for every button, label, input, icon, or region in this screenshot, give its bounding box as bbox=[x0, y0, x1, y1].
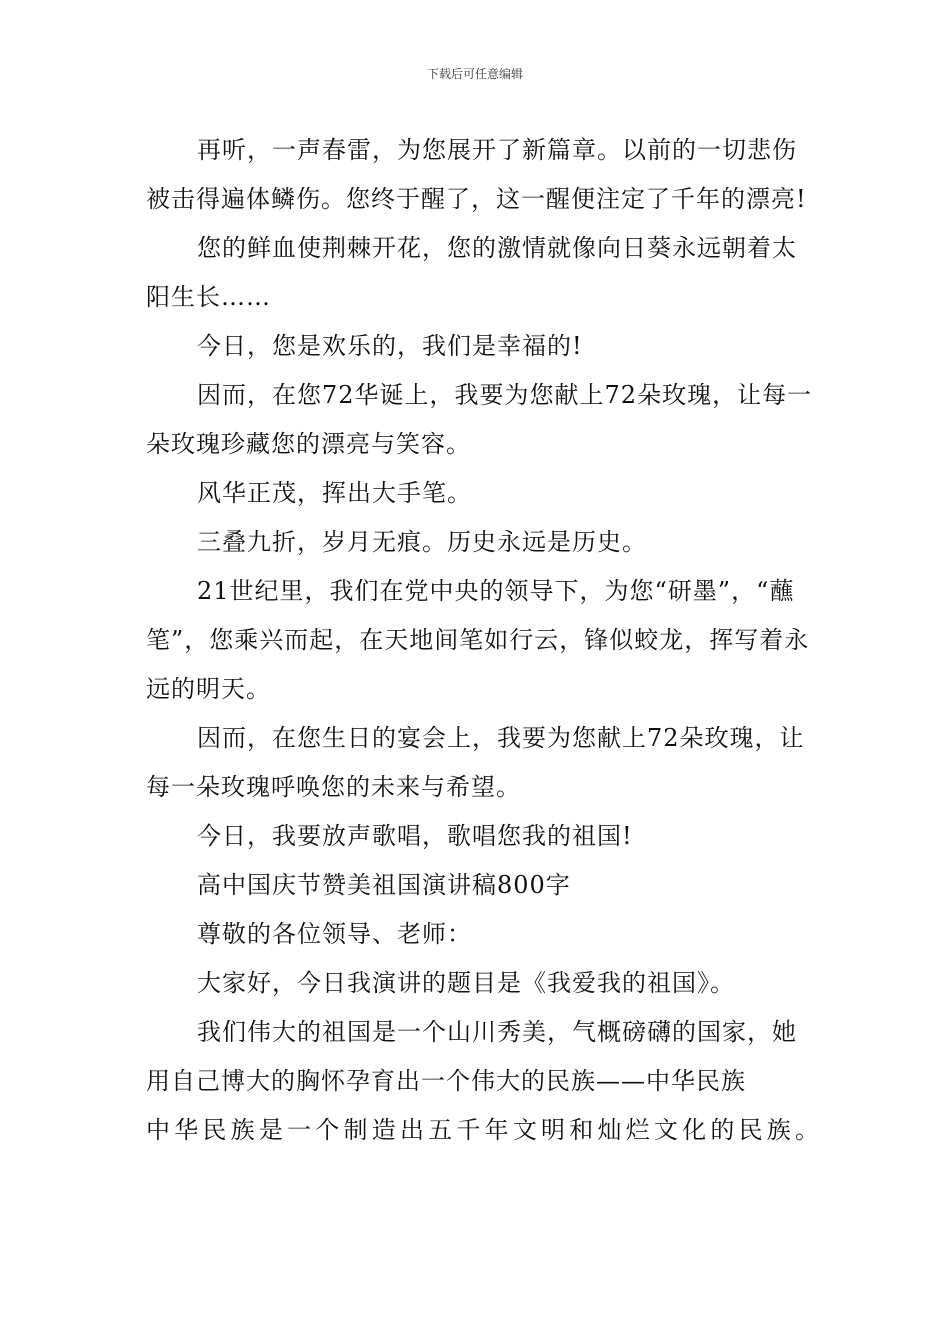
paragraph-birthday-banquet: 因而，在您生日的宴会上，我要为您献上72朵玫瑰，让每一朵玫瑰呼唤您的未来与希望。 bbox=[146, 724, 805, 801]
document-body bbox=[146, 126, 820, 1155]
paragraph-greeting: 尊敬的各位领导、老师： bbox=[197, 920, 472, 948]
paragraph-brush: 风华正茂，挥出大手笔。 bbox=[197, 479, 472, 507]
paragraph-chinese-nation: 中华民族是一个制造出五千年文明和灿烂文化的民族。 bbox=[146, 1116, 820, 1144]
paragraph-great-motherland: 我们伟大的祖国是一个山川秀美，气概磅礴的国家，她用自己博大的胸怀孕育出一个伟大的民族——中华民族 bbox=[146, 1018, 797, 1095]
paragraph-speech-title: 高中国庆节赞美祖国演讲稿800字 bbox=[197, 871, 571, 899]
page-header-note: 下载后可任意编辑 bbox=[426, 67, 523, 81]
paragraph-introduction: 大家好，今日我演讲的题目是《我爱我的祖国》。 bbox=[197, 969, 735, 997]
paragraph-today-happy: 今日，您是欢乐的，我们是幸福的! bbox=[197, 332, 583, 360]
paragraph-sunflower: 您的鲜血使荆棘开花，您的激情就像向日葵永远朝着太阳生长…… bbox=[146, 234, 797, 311]
paragraph-sing: 今日，我要放声歌唱，歌唱您我的祖国! bbox=[197, 822, 633, 850]
paragraph-history: 三叠九折，岁月无痕。历史永远是历史。 bbox=[197, 528, 647, 556]
paragraph-72-roses: 因而，在您72华诞上，我要为您献上72朵玫瑰，让每一朵玫瑰珍藏您的漂亮与笑容。 bbox=[146, 381, 813, 458]
paragraph-21st-century: 21世纪里，我们在党中央的领导下，为您“研墨”，“蘸笔”，您乘兴而起，在天地间笔如行云，锋似蛟龙，挥写着永远的明天。 bbox=[146, 577, 810, 703]
paragraph-spring-thunder: 再听，一声春雷，为您展开了新篇章。以前的一切悲伤被击得遍体鳞伤。您终于醒了，这一醒便注定了千年的漂亮! bbox=[146, 136, 807, 213]
